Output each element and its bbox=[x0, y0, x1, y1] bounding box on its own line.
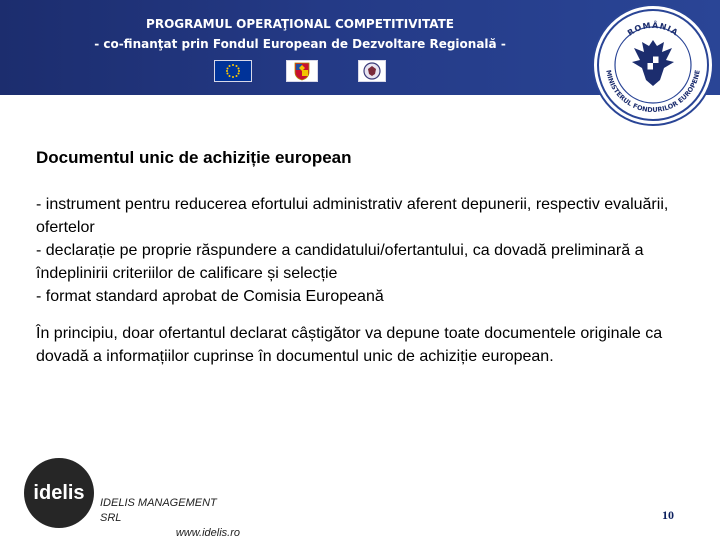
paragraph-list bbox=[36, 193, 696, 308]
list-item: - format standard aprobat de Comisia Europeană bbox=[36, 288, 384, 305]
romania-coat-of-arms-icon bbox=[286, 60, 318, 82]
header-title-line2: - co-finanţat prin Fondul European de Dezvoltare Regională - bbox=[94, 37, 506, 51]
list-item: - declarație pe proprie răspundere a candidatului/ofertantului, ca dovadă preliminară a îndeplinirii criteriilor de calificare și selecție bbox=[36, 242, 644, 282]
company-name: IDELIS MANAGEMENT SRL bbox=[100, 497, 217, 524]
idelis-logo bbox=[24, 458, 94, 528]
idelis-logo-text: idelis bbox=[33, 481, 85, 504]
header-title-line1: PROGRAMUL OPERAŢIONAL COMPETITIVITATE bbox=[146, 17, 454, 31]
company-info bbox=[100, 496, 240, 541]
ministry-emblem-icon bbox=[358, 60, 386, 82]
list-item: - instrument pentru reducerea efortului administrativ aferent depunerii, respectiv evaluării, ofertelor bbox=[36, 196, 669, 236]
page-number: 10 bbox=[662, 508, 674, 522]
romania-seal-icon bbox=[592, 4, 714, 126]
eu-flag-icon bbox=[214, 60, 252, 82]
seal-text-bottom: MINISTERUL FONDURILOR EUROPENE bbox=[604, 69, 702, 115]
company-website: www.idelis.ro bbox=[175, 527, 240, 539]
header-title bbox=[60, 14, 540, 54]
seal-text-top: ROMÂNIA bbox=[625, 20, 681, 38]
document-title: Documentul unic de achiziție european bbox=[36, 148, 352, 167]
paragraph-principle: În principiu, doar ofertantul declarat câștigător va depune toate documentele originale ca dovadă a informațiilor cuprinse în documentul unic de achiziție european. bbox=[36, 325, 663, 365]
